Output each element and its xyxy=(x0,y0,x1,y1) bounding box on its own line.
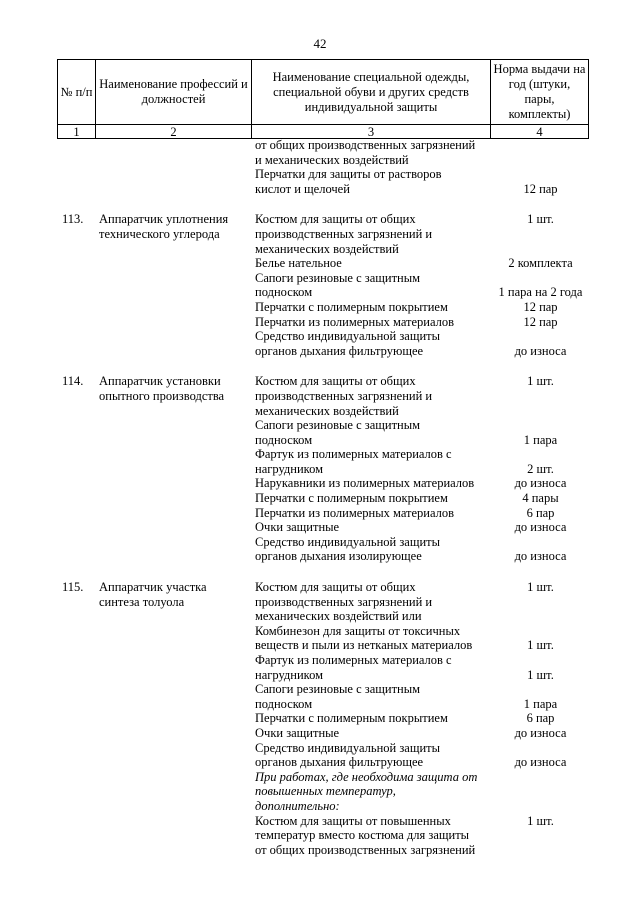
empty-cell xyxy=(493,153,588,168)
empty-cell xyxy=(57,814,99,829)
protection-item: механических воздействий xyxy=(255,241,399,256)
profession-name: синтеза толуола xyxy=(99,594,185,609)
protection-item: Сапоги резиновые с защитным xyxy=(255,418,421,433)
empty-cell xyxy=(57,227,99,242)
empty-cell xyxy=(99,256,255,271)
empty-cell xyxy=(99,242,255,257)
empty-cell xyxy=(57,828,99,843)
empty-cell xyxy=(57,242,99,257)
protection-item: и механических воздействий xyxy=(255,152,409,167)
empty-cell xyxy=(57,843,99,858)
table-row xyxy=(57,799,588,814)
empty-cell xyxy=(57,595,99,610)
empty-cell xyxy=(493,609,588,624)
empty-cell xyxy=(99,344,255,359)
empty-cell xyxy=(99,843,255,858)
protection-item: Комбинезон для защиты от токсичных xyxy=(255,623,461,638)
empty-cell xyxy=(493,595,588,610)
table-row xyxy=(57,828,588,843)
profession-name: Аппаратчик уплотнения xyxy=(99,212,229,227)
empty-cell xyxy=(57,697,99,712)
table-row xyxy=(57,580,588,595)
table-row xyxy=(57,697,588,712)
protection-item: Костюм для защиты от общих xyxy=(255,212,416,227)
table-row xyxy=(57,433,588,448)
empty-cell xyxy=(99,285,255,300)
protection-item: производственных загрязнений и xyxy=(255,388,433,403)
table-row xyxy=(57,256,588,271)
empty-cell xyxy=(57,344,99,359)
empty-cell xyxy=(99,433,255,448)
empty-cell xyxy=(99,182,255,197)
profession-name: технического углерода xyxy=(99,226,220,241)
empty-cell xyxy=(99,653,255,668)
table-row xyxy=(57,491,588,506)
table-row xyxy=(57,682,588,697)
empty-cell xyxy=(57,285,99,300)
empty-cell xyxy=(99,770,255,785)
protection-item: органов дыхания изолирующее xyxy=(255,549,422,564)
issue-norm: 1 пара xyxy=(523,696,558,711)
issue-norm: 1 шт. xyxy=(527,374,554,389)
empty-cell xyxy=(57,447,99,462)
issue-norm: 12 пар xyxy=(523,299,558,314)
empty-cell xyxy=(57,256,99,271)
issue-norm: до износа xyxy=(514,725,567,740)
protection-item: производственных загрязнений и xyxy=(255,594,433,609)
table-row xyxy=(57,784,588,799)
protection-item: При работах, где необходима защита от xyxy=(255,769,478,784)
empty-cell xyxy=(57,682,99,697)
empty-cell xyxy=(99,549,255,564)
col-number-2: 2 xyxy=(96,125,252,139)
table-row xyxy=(57,814,588,829)
header-col3: Наименование специальной одежды, специальной обуви и других средств индивидуальной защиты xyxy=(252,60,491,125)
protection-item: подноском xyxy=(255,432,313,447)
empty-cell xyxy=(57,300,99,315)
empty-cell xyxy=(99,476,255,491)
protection-item: Перчатки с полимерным покрытием xyxy=(255,491,448,506)
protection-item: Средство индивидуальной защиты xyxy=(255,329,441,344)
table-row xyxy=(57,595,588,610)
empty-cell xyxy=(57,418,99,433)
empty-cell xyxy=(57,755,99,770)
empty-cell xyxy=(99,755,255,770)
empty-cell xyxy=(57,638,99,653)
empty-cell xyxy=(99,520,255,535)
empty-cell xyxy=(493,167,588,182)
empty-cell xyxy=(493,653,588,668)
protection-item: Перчатки с полимерным покрытием xyxy=(255,711,448,726)
empty-cell xyxy=(57,271,99,286)
record-gap xyxy=(57,358,588,374)
empty-cell xyxy=(57,389,99,404)
col-number-3: 3 xyxy=(252,125,491,139)
table-row xyxy=(57,418,588,433)
issue-norm: 2 шт. xyxy=(527,461,554,476)
record-number: 115. xyxy=(62,580,84,595)
table-header xyxy=(57,59,589,139)
protection-item: Перчатки из полимерных материалов xyxy=(255,505,455,520)
table-row xyxy=(57,741,588,756)
table-row xyxy=(57,711,588,726)
empty-cell xyxy=(57,799,99,814)
issue-norm: 1 шт. xyxy=(527,667,554,682)
protection-item: нагрудником xyxy=(255,461,324,476)
empty-cell xyxy=(57,138,99,153)
protection-item: подноском xyxy=(255,285,313,300)
empty-cell xyxy=(57,549,99,564)
empty-cell xyxy=(99,404,255,419)
record-number: 114. xyxy=(62,374,84,389)
empty-cell xyxy=(57,726,99,741)
empty-cell xyxy=(99,506,255,521)
table-row xyxy=(57,653,588,668)
empty-cell xyxy=(493,799,588,814)
table-row xyxy=(57,726,588,741)
empty-cell xyxy=(99,741,255,756)
empty-cell xyxy=(99,447,255,462)
empty-cell xyxy=(493,535,588,550)
table-row xyxy=(57,315,588,330)
issue-norm: до износа xyxy=(514,343,567,358)
protection-item: Средство индивидуальной защиты xyxy=(255,534,441,549)
empty-cell xyxy=(99,418,255,433)
empty-cell xyxy=(57,167,99,182)
empty-cell xyxy=(57,491,99,506)
empty-cell xyxy=(57,462,99,477)
protection-item: Костюм для защиты от общих xyxy=(255,580,416,595)
empty-cell xyxy=(493,682,588,697)
record-gap xyxy=(57,564,588,580)
issue-norm: 6 пар xyxy=(526,711,555,726)
table-row xyxy=(57,389,588,404)
empty-cell xyxy=(57,153,99,168)
issue-norm: 1 шт. xyxy=(527,580,554,595)
issue-norm: 1 шт. xyxy=(527,212,554,227)
record xyxy=(57,212,588,358)
empty-cell xyxy=(99,711,255,726)
empty-cell xyxy=(57,476,99,491)
empty-cell xyxy=(493,784,588,799)
protection-item: Перчатки с полимерным покрытием xyxy=(255,299,448,314)
empty-cell xyxy=(99,799,255,814)
table-row xyxy=(57,535,588,550)
protection-item: подноском xyxy=(255,696,313,711)
issue-norm: 12 пар xyxy=(523,314,558,329)
issue-norm: 1 пара на 2 года xyxy=(498,285,583,300)
empty-cell xyxy=(99,784,255,799)
profession-name: Аппаратчик установки xyxy=(99,374,221,389)
empty-cell xyxy=(99,828,255,843)
empty-cell xyxy=(99,329,255,344)
protection-item: Костюм для защиты от повышенных xyxy=(255,813,451,828)
record xyxy=(57,580,588,857)
empty-cell xyxy=(57,520,99,535)
empty-cell xyxy=(99,697,255,712)
table-row xyxy=(57,668,588,683)
protection-item: Сапоги резиновые с защитным xyxy=(255,270,421,285)
table-row xyxy=(57,271,588,286)
protection-item: температур вместо костюма для защиты xyxy=(255,828,470,843)
issue-norm: до износа xyxy=(514,755,567,770)
empty-cell xyxy=(57,404,99,419)
table-row xyxy=(57,447,588,462)
empty-cell xyxy=(57,770,99,785)
protection-item: механических воздействий или xyxy=(255,609,422,624)
empty-cell xyxy=(99,271,255,286)
issue-norm: 2 комплекта xyxy=(508,256,573,271)
header-col1: № п/п xyxy=(58,60,96,125)
protection-item: веществ и пыли из нетканых материалов xyxy=(255,638,473,653)
protection-item: Очки защитные xyxy=(255,725,340,740)
table-row xyxy=(57,167,588,182)
table-row xyxy=(57,153,588,168)
profession-name: опытного производства xyxy=(99,388,225,403)
header-col2: Наименование профессий и должностей xyxy=(96,60,252,125)
protection-item: органов дыхания фильтрующее xyxy=(255,755,424,770)
empty-cell xyxy=(57,329,99,344)
record xyxy=(57,374,588,564)
table-row xyxy=(57,300,588,315)
empty-cell xyxy=(57,668,99,683)
table-row xyxy=(57,227,588,242)
col-number-1: 1 xyxy=(58,125,96,139)
protection-item: органов дыхания фильтрующее xyxy=(255,343,424,358)
protection-item: повышенных температур, xyxy=(255,784,396,799)
empty-cell xyxy=(57,182,99,197)
protection-item: Перчатки для защиты от растворов xyxy=(255,167,442,182)
table-row xyxy=(57,285,588,300)
protection-item: Очки защитные xyxy=(255,520,340,535)
empty-cell xyxy=(57,624,99,639)
table-row xyxy=(57,520,588,535)
table-row xyxy=(57,506,588,521)
table-body xyxy=(57,138,588,857)
protection-item: нагрудником xyxy=(255,667,324,682)
table-row xyxy=(57,624,588,639)
issue-norm: 12 пар xyxy=(523,181,558,196)
empty-cell xyxy=(493,227,588,242)
table-row xyxy=(57,374,588,389)
table-row xyxy=(57,329,588,344)
empty-cell xyxy=(493,404,588,419)
record-gap xyxy=(57,196,588,212)
continuation-block xyxy=(57,138,588,196)
empty-cell xyxy=(99,726,255,741)
empty-cell xyxy=(57,315,99,330)
empty-cell xyxy=(99,300,255,315)
issue-norm: 4 пары xyxy=(522,491,559,506)
empty-cell xyxy=(493,242,588,257)
empty-cell xyxy=(493,138,588,153)
protection-item: Белье нательное xyxy=(255,256,342,271)
issue-norm: до износа xyxy=(514,549,567,564)
record-number: 113. xyxy=(62,212,84,227)
protection-item: механических воздействий xyxy=(255,403,399,418)
table-row xyxy=(57,549,588,564)
table-row xyxy=(57,609,588,624)
protection-item: Фартук из полимерных материалов с xyxy=(255,653,452,667)
empty-cell xyxy=(493,624,588,639)
table-row xyxy=(57,476,588,491)
empty-cell xyxy=(493,329,588,344)
issue-norm: до износа xyxy=(514,520,567,535)
protection-item: Перчатки из полимерных материалов xyxy=(255,314,455,329)
table-row xyxy=(57,242,588,257)
empty-cell xyxy=(99,138,255,153)
protection-item: Нарукавники из полимерных материалов xyxy=(255,476,475,491)
table-row xyxy=(57,404,588,419)
table-row xyxy=(57,770,588,785)
table-row xyxy=(57,755,588,770)
empty-cell xyxy=(493,389,588,404)
empty-cell xyxy=(57,609,99,624)
empty-cell xyxy=(99,315,255,330)
empty-cell xyxy=(493,770,588,785)
empty-cell xyxy=(57,784,99,799)
empty-cell xyxy=(99,491,255,506)
col-number-4: 4 xyxy=(491,125,589,139)
empty-cell xyxy=(57,535,99,550)
empty-cell xyxy=(99,167,255,182)
protection-item: Сапоги резиновые с защитным xyxy=(255,682,421,697)
empty-cell xyxy=(99,535,255,550)
issue-norm: до износа xyxy=(514,476,567,491)
issue-norm: 1 пара xyxy=(523,432,558,447)
protection-item: Средство индивидуальной защиты xyxy=(255,740,441,755)
protection-item: кислот и щелочей xyxy=(255,181,350,196)
table-row xyxy=(57,212,588,227)
issue-norm: 6 пар xyxy=(526,505,555,520)
empty-cell xyxy=(99,668,255,683)
protection-item: Фартук из полимерных материалов с xyxy=(255,447,452,462)
protection-item: Костюм для защиты от общих xyxy=(255,374,416,389)
empty-cell xyxy=(99,624,255,639)
protection-item: от общих производственных загрязнений xyxy=(255,138,476,152)
table-row xyxy=(57,344,588,359)
empty-cell xyxy=(493,828,588,843)
profession-name: Аппаратчик участка xyxy=(99,580,207,595)
empty-cell xyxy=(99,462,255,477)
empty-cell xyxy=(493,271,588,286)
empty-cell xyxy=(493,418,588,433)
empty-cell xyxy=(57,741,99,756)
issue-norm: 1 шт. xyxy=(527,638,554,653)
protection-item: производственных загрязнений и xyxy=(255,226,433,241)
empty-cell xyxy=(57,433,99,448)
table-row xyxy=(57,843,588,858)
empty-cell xyxy=(99,609,255,624)
table-row xyxy=(57,638,588,653)
protection-item: от общих производственных загрязнений xyxy=(255,842,476,857)
table-row xyxy=(57,462,588,477)
empty-cell xyxy=(99,153,255,168)
empty-cell xyxy=(57,506,99,521)
empty-cell xyxy=(99,638,255,653)
protection-item: дополнительно: xyxy=(255,798,340,813)
table-row xyxy=(57,138,588,153)
header-col4: Норма выдачи на год (штуки, пары, комплекты) xyxy=(491,60,589,125)
empty-cell xyxy=(493,741,588,756)
empty-cell xyxy=(493,843,588,858)
empty-cell xyxy=(99,682,255,697)
table-row xyxy=(57,182,588,197)
issue-norm: 1 шт. xyxy=(527,813,554,828)
empty-cell xyxy=(493,447,588,462)
empty-cell xyxy=(57,653,99,668)
empty-cell xyxy=(57,711,99,726)
page-number: 42 xyxy=(313,36,327,51)
empty-cell xyxy=(99,814,255,829)
